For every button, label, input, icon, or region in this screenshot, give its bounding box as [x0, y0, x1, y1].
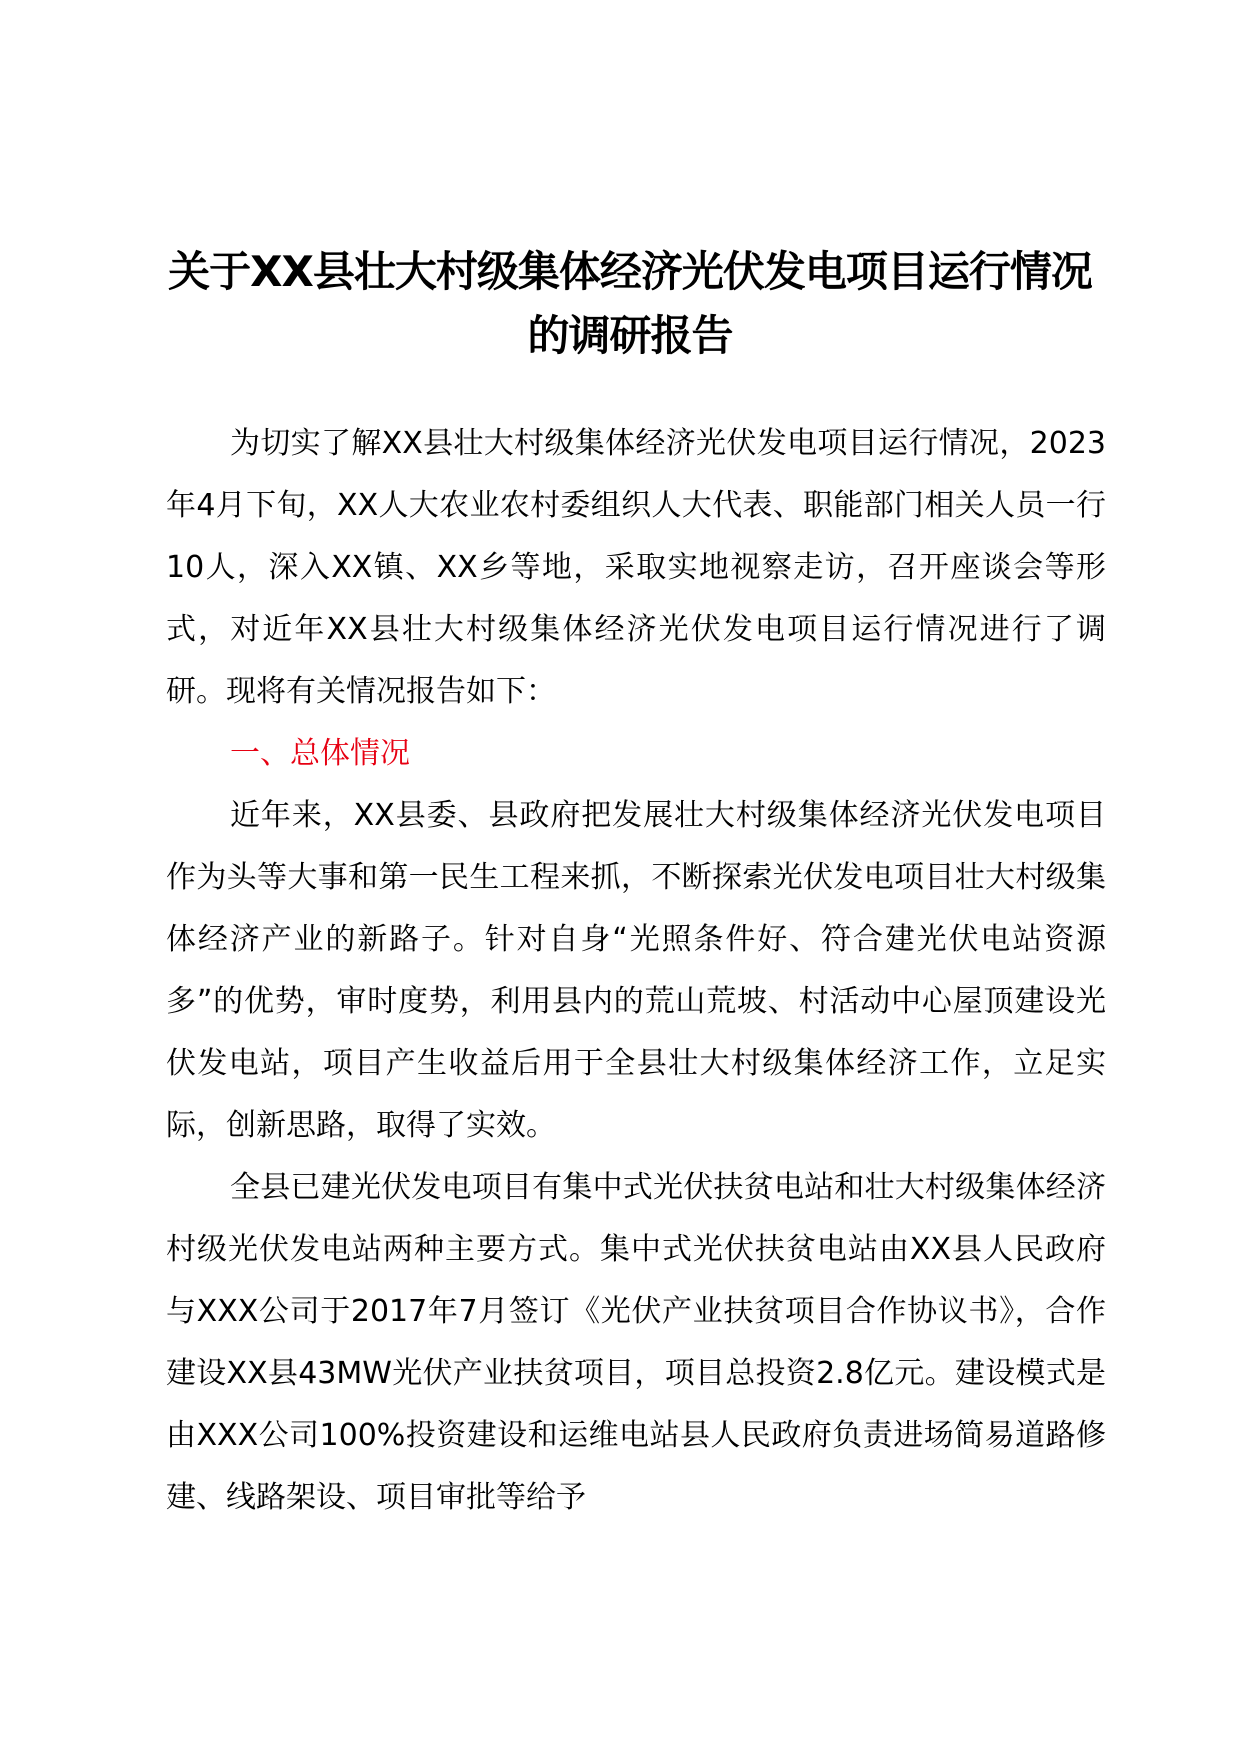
paragraph-projects: 全县已建光伏发电项目有集中式光伏扶贫电站和壮大村级集体经济村级光伏发电站两种主要方式。集中式光伏扶贫电站由XX县人民政府与XXX公司于2017年7月签订《光伏产业扶贫项目合作协议书》，合作建设XX县43MW光伏产业扶贫项目，项目总投资2.8亿元。建设模式是由XXX公司100%投资建设和运维电站县人民政府负责进场简易道路修建、线路架设、项目审批等给予: [166, 1170, 1106, 1515]
document-title: 关于XX县壮大村级集体经济光伏发电项目运行情况的调研报告: [168, 247, 1092, 360]
section-heading-overall: 一、总体情况: [230, 736, 410, 771]
paragraph-intro: 为切实了解XX县壮大村级集体经济光伏发电项目运行情况，2023年4月下旬，XX人大农业农村委组织人大代表、职能部门相关人员一行10人，深入XX镇、XX乡等地，采取实地视察走访，召开座谈会等形式，对近年XX县壮大村级集体经济光伏发电项目运行情况进行了调研。现将有关情况报告如下：: [166, 426, 1106, 709]
paragraph-overview: 近年来，XX县委、县政府把发展壮大村级集体经济光伏发电项目作为头等大事和第一民生工程来抓，不断探索光伏发电项目壮大村级集体经济产业的新路子。针对自身“光照条件好、符合建光伏电站资源多”的优势，审时度势，利用县内的荒山荒坡、村活动中心屋顶建设光伏发电站，项目产生收益后用于全县壮大村级集体经济工作，立足实际，创新思路，取得了实效。: [166, 798, 1106, 1143]
